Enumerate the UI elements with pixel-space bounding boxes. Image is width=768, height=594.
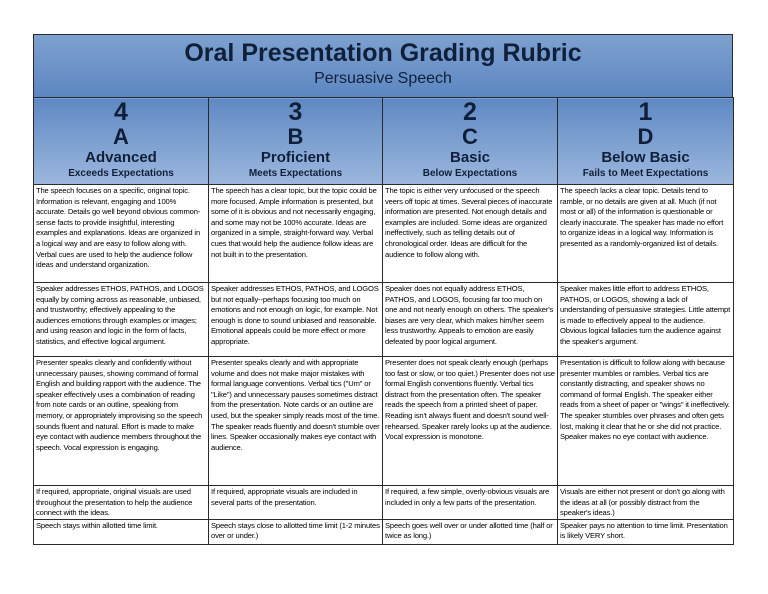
title-banner [33, 34, 733, 97]
criteria-row-time [34, 519, 734, 544]
rubric [33, 34, 733, 545]
level-label: Proficient [260, 149, 331, 166]
level-label: Basic [449, 149, 491, 166]
rubric-cell: If required, appropriate visuals are included in several parts of the presentation. [209, 486, 383, 520]
rubric-cell: Speech stays within allotted time limit. [34, 519, 209, 544]
rubric-cell: Presenter speaks clearly and with appropriate volume and does not make major mistakes with formal language conventions. Verbal tics ("Um" or "Like") and unnecessary pauses sometimes distract from the presentation. Note cards or an outline are used, but the speaker simply reads most of the time. The speaker reads fluently and doesn't stumble over lines. Speaker occasionally makes eye contact with audience. [209, 357, 383, 486]
grade-letter: C [462, 124, 478, 149]
score: 3 [288, 98, 303, 126]
level-label: Below Basic [601, 149, 690, 166]
rubric-cell: Speech stays close to allotted time limit (1-2 minutes over or under.) [209, 519, 383, 544]
expectation-label: Below Expectations [422, 168, 518, 179]
header-row [34, 98, 734, 185]
score: 4 [114, 98, 128, 126]
column-header-4 [34, 98, 209, 185]
level-label: Advanced [85, 149, 157, 166]
column-header-2 [383, 98, 558, 185]
criteria-row-delivery [34, 357, 734, 486]
rubric-cell: The topic is either very unfocused or the speech veers off topic at times. Several pieces of inaccurate information are presented. Not enough details and examples are included. Some ideas are organized ineffectively, such as telling details out of chronological order. Ideas are difficult for the audience to follow along with. [383, 185, 558, 283]
rubric-cell: Speech goes well over or under allotted time (half or twice as long.) [383, 519, 558, 544]
grade-letter: D [637, 124, 654, 149]
expectation-label: Exceeds Expectations [68, 168, 174, 179]
rubric-cell: If required, appropriate, original visuals are used throughout the presentation to help the audience connect with the ideas. [34, 486, 209, 520]
rubric-cell: Speaker addresses ETHOS, PATHOS, and LOGOS but not equally--perhaps focusing too much on emotions and not enough on logic, for example. Not enough is done to sound unbiased and reasonable. Emotional appeals could be more effect or more appropriate. [209, 283, 383, 357]
rubric-cell: The speech focuses on a specific, original topic. Information is relevant, engaging and 100% accurate. Details go well beyond obvious common-sense facts to provide insightful, interesting examples and explanations. Ideas are organized in a logical way and are easy to follow along with. Verbal cues are used to help the audience follow ideas and understand organization. [34, 185, 209, 283]
rubric-cell: Presentation is difficult to follow along with because presenter mumbles or rambles. Verbal tics are constantly distracting, and speaker shows no command of formal English. The speaker either reads from a sheet of paper or "wings" it ineffectively. The speaker stumbles over phrases and often gets lost, making it clear that he or she did not practice. Speaker makes no eye contact with audience. [558, 357, 734, 486]
rubric-cell: Visuals are either not present or don't go along with the ideas at all (or possibly distract from the speaker's ideas.) [558, 486, 734, 520]
rubric-cell: Presenter does not speak clearly enough (perhaps too fast or slow, or too quiet.) Presenter does not use formal English conventions fluently. Verbal tics distract from the presentation often. The speaker reads the speech from a printed sheet of paper. Reading isn't always fluent and doesn't sound well-rehearsed. Speaker rarely looks up at the audience. Vocal expression is monotone. [383, 357, 558, 486]
rubric-cell: The speech has a clear topic, but the topic could be more focused. Ample information is presented, but some of it is obvious and not necessarily engaging, and some may not be 100% accurate. Ideas are organized in a simple, straight-forward way. Verbal cues that would help the audience follow ideas are not built in to the presentation. [209, 185, 383, 283]
score: 1 [638, 98, 653, 126]
criteria-row-appeals [34, 283, 734, 357]
rubric-cell: Speaker addresses ETHOS, PATHOS, and LOGOS equally by coming across as reasonable, unbiased, and trustworthy; effectively appealing to the audiences emotions through examples or images; and using reason and logic in the form of facts, statistics, and effective logical argument. [34, 283, 209, 357]
expectation-label: Meets Expectations [248, 168, 343, 179]
column-header-3 [209, 98, 383, 185]
page-subtitle: Persuasive Speech [314, 70, 452, 87]
rubric-cell: Speaker does not equally address ETHOS, PATHOS, and LOGOS, focusing far too much on one and not nearly enough on others. The speaker's biases are very clear, which makes him/her seem less trustworthy. Appeals to emotion are easily defeated by poor logical argument. [383, 283, 558, 357]
criteria-row-visuals [34, 486, 734, 520]
grade-letter: A [113, 124, 129, 149]
expectation-label: Fails to Meet Expectations [582, 168, 709, 179]
rubric-table [33, 97, 734, 545]
column-header-1 [558, 98, 734, 185]
rubric-cell: Presenter speaks clearly and confidently without unnecessary pauses, showing command of formal English and building rapport with the audience. The speaker effectively uses a combination of reading from note cards or an outline, speaking from memory, or appropriately improvising so the speech sounds fluent and natural. Effort is made to make eye contact with audience members throughout the speech. Vocal expression is engaging. [34, 357, 209, 486]
rubric-cell: Speaker pays no attention to time limit. Presentation is likely VERY short. [558, 519, 734, 544]
grade-letter: B [287, 124, 304, 149]
page-title: Oral Presentation Grading Rubric [184, 39, 582, 67]
criteria-row-content [34, 185, 734, 283]
rubric-cell: Speaker makes little effort to address ETHOS, PATHOS, or LOGOS, showing a lack of understanding of persuasive strategies. Little attempt is made to effectively appeal to the audience. Obvious logical fallacies turn the audience against the speaker's argument. [558, 283, 734, 357]
rubric-cell: If required, a few simple, overly-obvious visuals are included in only a few parts of the presentation. [383, 486, 558, 520]
score: 2 [463, 98, 477, 126]
rubric-cell: The speech lacks a clear topic. Details tend to ramble, or no details are given at all. Much (if not most or all) of the information is questionable or clearly inaccurate. The speaker has made no effort to organize ideas in a logical way. Information is presented as a randomly-organized list of details. [558, 185, 734, 283]
